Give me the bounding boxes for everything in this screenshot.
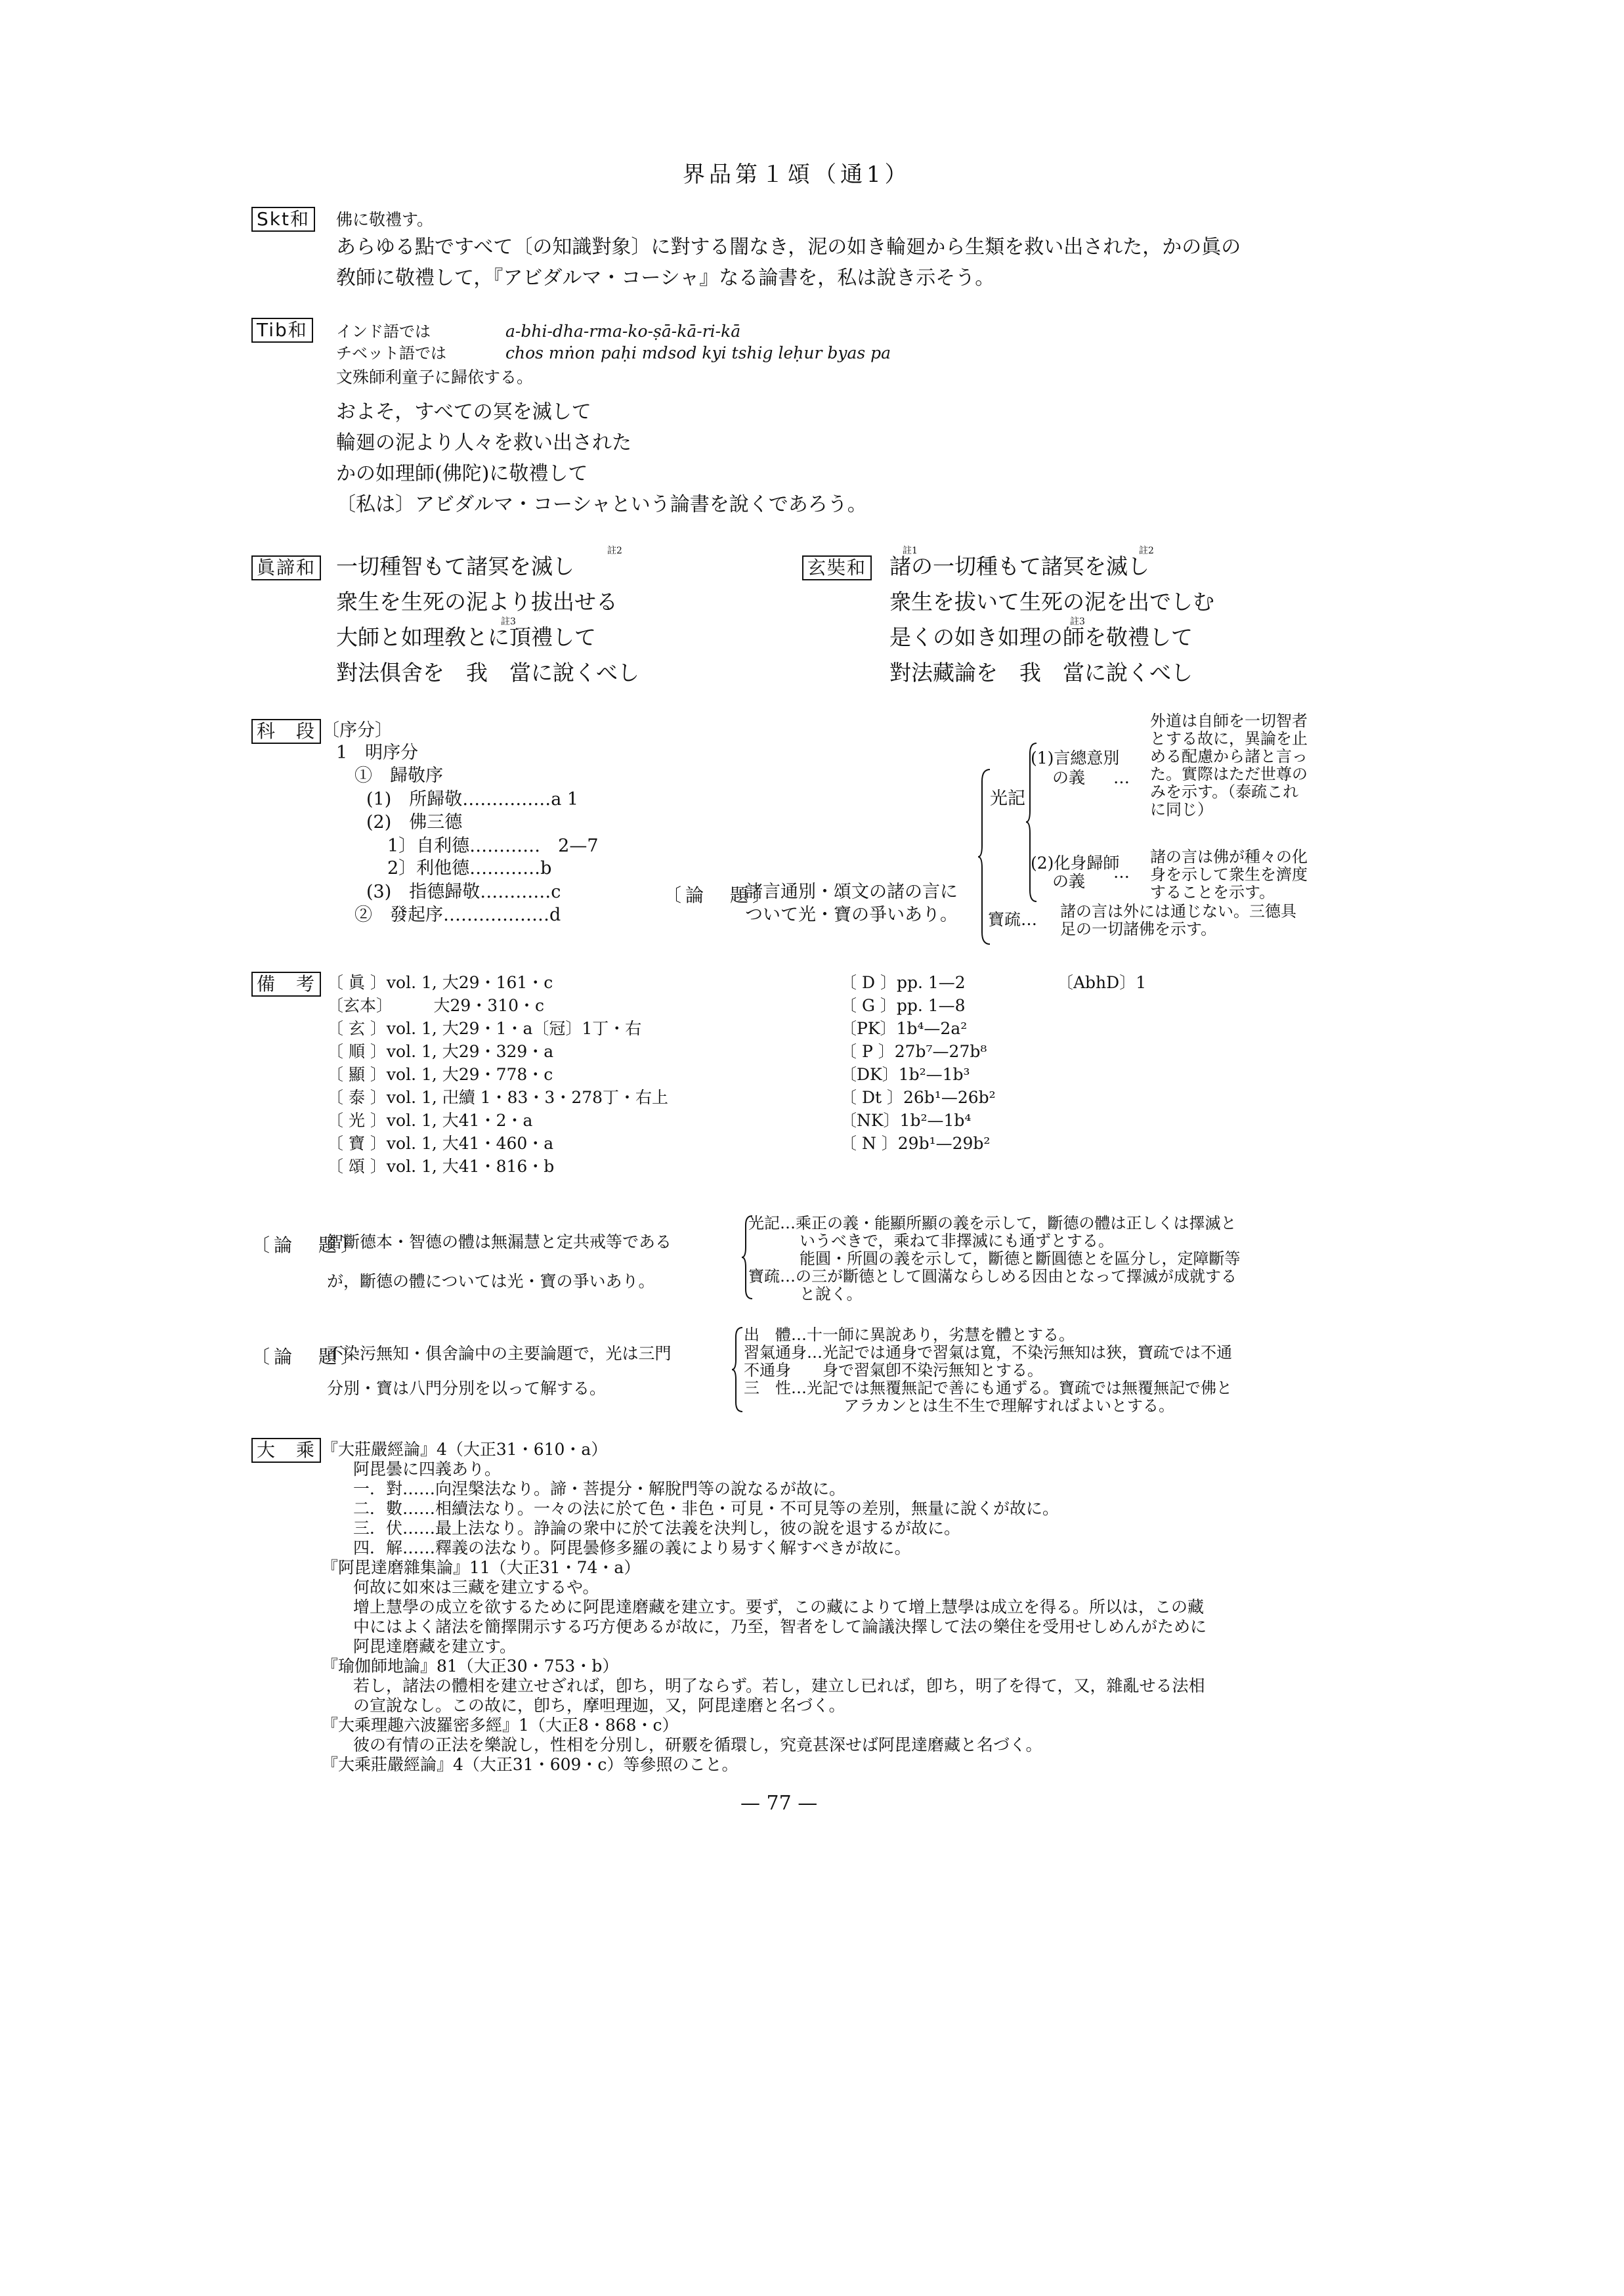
- ronme3-note-1: 出 體…十一師に異說あり，劣慧を體とする。: [744, 1326, 1075, 1344]
- paramartha-note-2: 註2: [607, 546, 622, 556]
- ronme1-kouki-1-text-5: みを示す。（泰疏これ: [1150, 783, 1299, 801]
- kadan-item-7: (3) 指德歸敬…………c: [366, 882, 561, 902]
- paramartha-verse-4: 對法俱舍を 我 當に說くべし: [336, 660, 639, 685]
- ronme1-kouki-1-text-4: た。實際はただ世尊の: [1150, 765, 1308, 783]
- xuanzang-verse-4: 對法藏論を 我 當に說くべし: [889, 660, 1193, 685]
- xuanzang-note-3: 註3: [1070, 617, 1085, 627]
- ronme1-hosho-text-1: 諸の言は外には通じない。三德具: [1060, 902, 1296, 921]
- xuanzang-verse-2: 衆生を拔いて生死の泥を出でしむ: [889, 589, 1214, 615]
- biko-right-8: 〔 N 〕29b¹—29b²: [840, 1134, 991, 1153]
- ronme2-label: 〔論 題〕: [251, 1234, 364, 1256]
- biko-left-4: 〔 順 〕vol. 1, 大29・329・a: [327, 1042, 554, 1061]
- tib-india-label: インド語では: [336, 322, 431, 341]
- ronme1-kouki-1-label-2: の義: [1052, 768, 1086, 787]
- kadan-item-3: (1) 所歸敬……………a 1: [366, 789, 579, 810]
- biko-right-6: 〔 Dt 〕26b¹—26b²: [840, 1088, 996, 1107]
- paramartha-note-3: 註3: [501, 617, 516, 627]
- ronme3-note-3: 不通身 身で習氣卽不染污無知とする。: [744, 1361, 1043, 1379]
- kadan-item-1: 1 明序分: [336, 743, 419, 763]
- skt-intro: 佛に敬禮す。: [336, 210, 434, 229]
- ronme3-note-5: アラカンとは生不生で理解すればよいとする。: [844, 1397, 1174, 1415]
- ronme1-hosho-text-2: 足の一切諸佛を示す。: [1060, 920, 1217, 938]
- daijo-line-9: 增上慧學の成立を欲するために阿毘達磨藏を建立す。要ず，この藏によりて增上慧學は成立を得る。所以は，この藏: [353, 1597, 1205, 1616]
- daijo-line-6: 四．解……釋義の法なり。阿毘曇修多羅の義により易すく解すべきが故に。: [353, 1538, 911, 1557]
- ronme2-note-2: いうべきで，乘ねて非擇滅にも通ずとする。: [800, 1232, 1114, 1250]
- ronme1-kouki: 光記: [990, 789, 1025, 809]
- tib-india-text: a-bhi-dha-rma-ko-ṣā-kā-ri-kā: [505, 322, 741, 341]
- ronme1-kouki-1-text-1: 外道は自師を一切智者: [1150, 712, 1308, 730]
- ronme3-text-2: 分別・寶は八門分別を以って解する。: [327, 1379, 607, 1398]
- page-title: 界品第１頌（通1）: [683, 162, 911, 188]
- daijo-line-15: 『大乘理趣六波羅密多經』1（大正8・868・c）: [322, 1716, 679, 1735]
- ronme1-kouki-1-label-1: (1)言總意別: [1031, 748, 1120, 768]
- biko-left-3: 〔 玄 〕vol. 1, 大29・1・a〔冠〕1丁・右: [327, 1019, 642, 1038]
- xuanzang-tag: 玄奘和: [802, 555, 872, 580]
- xuanzang-note-1: 註1: [903, 546, 918, 556]
- daijo-line-3: 一．對……向涅槃法なり。諦・菩提分・解脫門等の說なるが故に。: [353, 1479, 846, 1498]
- page-number: — 77 —: [740, 1792, 818, 1815]
- biko-left-1: 〔 眞 〕vol. 1, 大29・161・c: [327, 973, 553, 992]
- ronme1-hosho: 寶疏…: [988, 910, 1038, 929]
- biko-right-1: 〔 D 〕pp. 1—2: [840, 973, 966, 992]
- skt-line-2: 敎師に敬禮して，『アビダルマ・コーシャ』なる論書を，私は說き示そう。: [336, 267, 995, 290]
- ronme1-kouki-1-text-6: に同じ）: [1150, 800, 1213, 819]
- ronme3-label: 〔論 題〕: [251, 1346, 364, 1368]
- paramartha-verse-3: 大師と如理敎とに頂禮して: [336, 624, 596, 650]
- biko-right-4: 〔 P 〕27b⁷—27b⁸: [840, 1042, 987, 1061]
- tib-verse-4: 〔私は〕アビダルマ・コーシャという論書を說くであろう。: [336, 493, 867, 516]
- kadan-item-5: 1〕自利德………… 2—7: [387, 836, 599, 856]
- ronme3-text-1: 不染污無知・俱舍論中の主要論題で，光は三門: [327, 1344, 672, 1363]
- tib-tag: Tib和: [251, 318, 313, 343]
- tib-verse-3: かの如理師(佛陀)に敬禮して: [336, 462, 588, 485]
- ronme2-note-4: 寶疏…の三が斷德として圓滿ならしめる因由となって擇滅が成就する: [748, 1267, 1237, 1286]
- ronme2-text-2: が，斷德の體については光・寶の爭いあり。: [327, 1272, 655, 1291]
- biko-right-2: 〔 G 〕pp. 1—8: [840, 996, 966, 1015]
- biko-tag: 備 考: [251, 972, 321, 997]
- tib-tibet-text: chos mṅon paḥi mdsod kyi tshig leḥur byas pa: [505, 343, 891, 362]
- ronme2-text-1: 智斷德本・智德の體は無漏慧と定共戒等である: [327, 1232, 672, 1251]
- daijo-line-4: 二．數……相續法なり。一々の法に於て色・非色・可見・不可見等の差別，無量に說くが故に。: [353, 1499, 1059, 1518]
- daijo-line-5: 三．伏……最上法なり。諍論の衆中に於て法義を決判し，彼の說を退するが故に。: [353, 1519, 961, 1538]
- daijo-line-1: 『大莊嚴經論』4（大正31・610・a）: [322, 1440, 608, 1459]
- kadan-head: 〔序分〕: [322, 720, 393, 741]
- ronme2-note-5: と說く。: [800, 1285, 863, 1303]
- daijo-line-13: 若し，諸法の體相を建立せざれば，卽ち，明了ならず。若し，建立し已れば，卽ち，明了を得て，又，雜亂せる法相: [353, 1676, 1205, 1695]
- xuanzang-note-2: 註2: [1139, 546, 1154, 556]
- ronme3-brace: [732, 1326, 745, 1413]
- kadan-item-2: ① 歸敬序: [354, 766, 443, 786]
- paramartha-verse-1: 一切種智もて諸冥を滅し: [336, 553, 574, 579]
- biko-left-9: 〔 頌 〕vol. 1, 大41・816・b: [327, 1157, 555, 1176]
- biko-left-5: 〔 顯 〕vol. 1, 大29・778・c: [327, 1065, 553, 1084]
- ronme3-note-2: 習氣通身…光記では通身で習氣は寬，不染污無知は狹，寶疏では不通: [744, 1343, 1232, 1362]
- tib-verse-2: 輪廻の泥より人々を救い出された: [336, 431, 631, 454]
- biko-left-6: 〔 泰 〕vol. 1, 卍續 1・83・3・278丁・右上: [327, 1088, 669, 1107]
- xuanzang-verse-1: 諸の一切種もて諸冥を滅し: [889, 553, 1149, 579]
- ronme1-kouki-1-dots: …: [1113, 768, 1130, 787]
- ronme1-label: 〔論 題〕: [663, 884, 775, 906]
- ronme1-kouki-1-text-3: める配慮から諸と言っ: [1150, 747, 1308, 766]
- skt-line-1: あらゆる點ですべて〔の知識對象〕に對する闇なき，泥の如き輪廻から生類を救い出された，かの眞の: [336, 236, 1241, 259]
- ronme1-kouki-2-text-3: することを示す。: [1150, 883, 1275, 901]
- daijo-line-10: 中にはよく諸法を簡擇開示する巧方便あるが故に，乃至，智者をして論議決擇して法の樂住を受用せしめんがために: [353, 1617, 1207, 1636]
- kadan-tag: 科 段: [251, 719, 321, 744]
- ronme2-note-3: 能圓・所圓の義を示して，斷德と斷圓德とを區分し，定障斷等: [800, 1249, 1241, 1268]
- daijo-line-16: 彼の有情の正法を樂說し，性相を分別し，研覈を循環し，究竟甚深せば阿毘達磨藏と名づく。: [353, 1735, 1042, 1754]
- ronme1-text-1: 諸言通別・頌文の諸の言に: [745, 882, 958, 902]
- ronme1-kouki-2-text-1: 諸の言は佛が種々の化: [1150, 848, 1308, 866]
- daijo-line-8: 何故に如來は三藏を建立するや。: [353, 1578, 599, 1597]
- tib-verse-1: およそ，すべての冥を滅して: [336, 401, 591, 423]
- biko-left-7: 〔 光 〕vol. 1, 大41・2・a: [327, 1111, 533, 1130]
- paramartha-tag: 眞諦和: [251, 555, 321, 580]
- ronme3-note-4: 三 性…光記では無覆無記で善にも通ずる。寶疏では無覆無記で佛と: [744, 1379, 1232, 1397]
- ronme1-kouki-2-label-1: (2)化身歸師: [1031, 854, 1120, 873]
- tib-tibet-label: チベット語では: [336, 344, 446, 362]
- xuanzang-verse-3: 是くの如き如理の師を敬禮して: [889, 624, 1193, 650]
- ronme1-kouki-1-text-2: とする故に，異論を止: [1150, 729, 1308, 748]
- ronme1-text-2: ついて光・寶の爭いあり。: [745, 905, 958, 925]
- daijo-line-11: 阿毘達磨藏を建立す。: [353, 1637, 517, 1656]
- biko-right-7: 〔NK〕1b²—1b⁴: [840, 1111, 972, 1130]
- kadan-item-4: (2) 佛三德: [366, 812, 463, 833]
- biko-right-5: 〔DK〕1b²—1b³: [840, 1065, 970, 1084]
- daijo-line-14: の宣說なし。この故に，卽ち，摩呾理迦，又，阿毘達磨と名づく。: [353, 1696, 845, 1715]
- daijo-line-7: 『阿毘達磨雜集論』11（大正31・74・a）: [322, 1558, 641, 1577]
- daijo-line-17: 『大乘莊嚴經論』4（大正31・609・c）等參照のこと。: [322, 1755, 738, 1774]
- ronme1-kouki-2-text-2: 身を示して衆生を濟度: [1150, 865, 1308, 884]
- ronme2-note-1: 光記…乘正の義・能顯所顯の義を示して，斷德の體は正しくは擇滅と: [748, 1214, 1237, 1232]
- biko-right-3: 〔PK〕1b⁴—2a²: [840, 1019, 968, 1038]
- daijo-line-12: 『瑜伽師地論』81（大正30・753・b）: [322, 1657, 619, 1676]
- daijo-line-2: 阿毘曇に四義あり。: [353, 1460, 502, 1479]
- kadan-item-6: 2〕利他德…………b: [387, 858, 552, 878]
- ronme1-kouki-2-label-2: の義: [1052, 872, 1086, 891]
- kadan-item-8: ② 發起序………………d: [354, 905, 561, 925]
- daijo-tag: 大 乘: [251, 1438, 321, 1463]
- biko-left-8: 〔 寶 〕vol. 1, 大41・460・a: [327, 1134, 554, 1153]
- biko-left-2: 〔玄本〕 大29・310・c: [327, 996, 545, 1015]
- biko-abhd: 〔AbhD〕1: [1057, 973, 1147, 992]
- tib-homage: 文殊師利童子に歸依する。: [336, 368, 534, 387]
- ronme1-kouki-2-dots: …: [1113, 863, 1130, 882]
- paramartha-verse-2: 衆生を生死の泥より拔出せる: [336, 589, 618, 615]
- skt-tag: Skt和: [251, 207, 315, 232]
